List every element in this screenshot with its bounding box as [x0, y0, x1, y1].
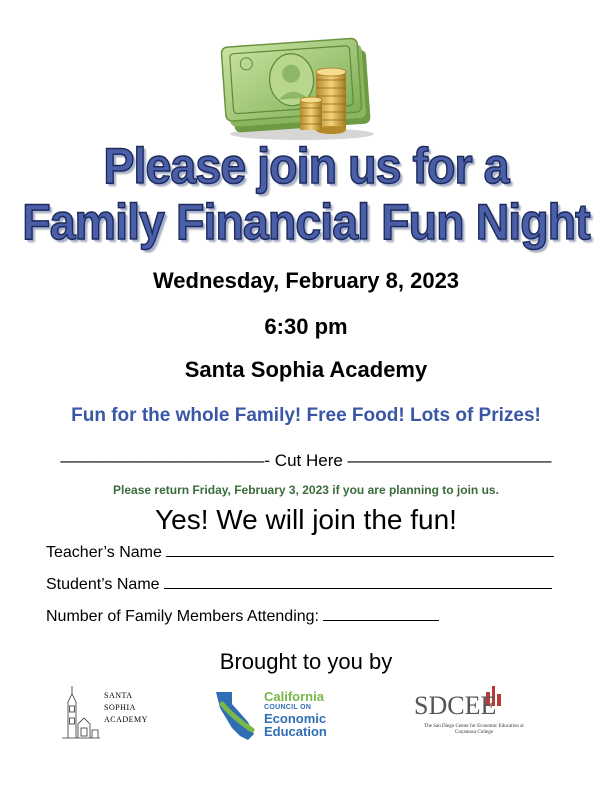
teacher-name-field — [46, 541, 554, 563]
student-name-blank[interactable] — [164, 573, 552, 589]
brought-to-you-by: Brought to you by — [219, 649, 393, 674]
headline-line-2: Family Financial Fun Night — [22, 194, 590, 250]
teacher-name-label: Teacher’s Name — [46, 544, 162, 561]
cut-here-line: ————————————- Cut Here ———————————— — [60, 451, 552, 470]
rsvp-heading: Yes! We will join the fun! — [155, 504, 457, 535]
sdcee-subtitle: The San Diego Center for Economic Education at Cuyamaca College — [424, 724, 524, 735]
event-time: 6:30 pm — [264, 314, 348, 339]
event-location: Santa Sophia Academy — [184, 357, 428, 382]
ssa-wordmark: SANTA SOPHIA ACADEMY — [104, 691, 148, 724]
event-date: Wednesday, February 8, 2023 — [152, 268, 460, 293]
tagline: Fun for the whole Family! Free Food! Lots of Prizes! — [71, 405, 541, 426]
ccee-wordmark: California COUNCIL ON Economic Education — [264, 689, 327, 739]
return-note: Please return Friday, February 3, 2023 if you are planning to join us. — [113, 483, 499, 497]
family-members-field — [46, 605, 439, 627]
family-members-blank[interactable] — [323, 605, 439, 621]
headline-line-1: Please join us for a — [103, 138, 509, 194]
family-members-label: Number of Family Members Attending: — [46, 608, 319, 625]
teacher-name-blank[interactable] — [166, 541, 554, 557]
student-name-label: Student’s Name — [46, 576, 160, 593]
student-name-field — [46, 573, 552, 595]
money-stack-icon — [218, 36, 386, 140]
sdcee-wordmark: SDCEE — [414, 691, 497, 720]
